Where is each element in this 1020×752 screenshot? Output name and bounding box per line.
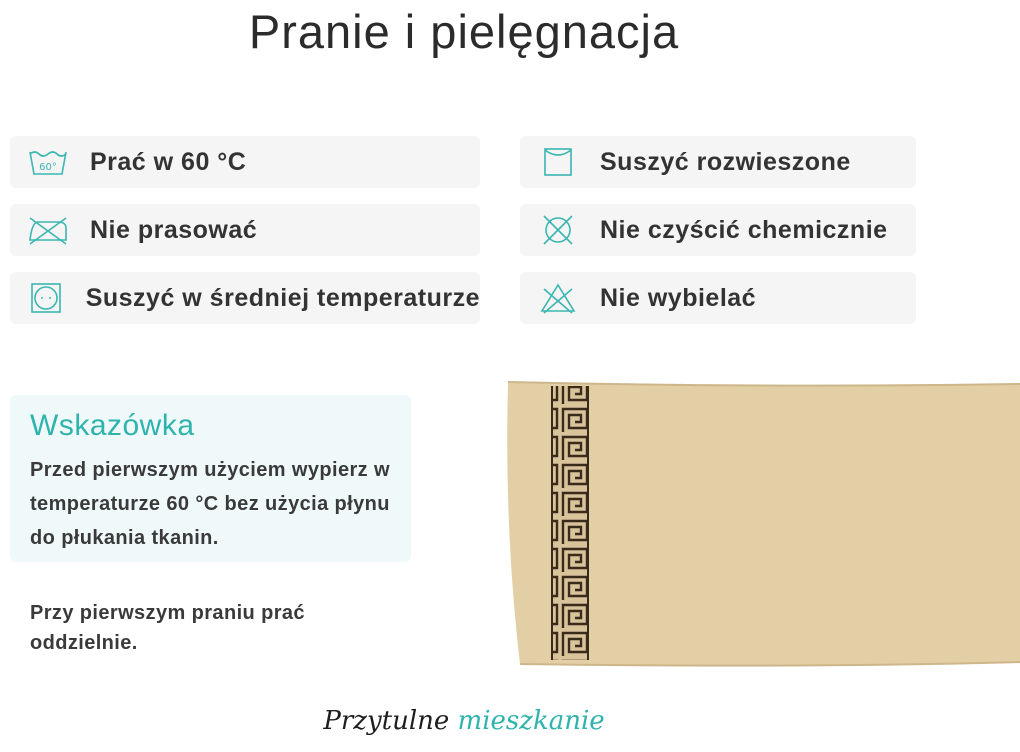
- care-card-no-iron: [10, 204, 480, 256]
- tip-box: [10, 395, 411, 562]
- brand-part1: Przytulne: [323, 706, 450, 736]
- towel-greek-border: [552, 386, 588, 660]
- care-card-no-bleach: [520, 272, 916, 324]
- brand-logo: [0, 706, 928, 736]
- brand-part2: mieszkanie: [457, 706, 605, 736]
- care-card-no-dry-clean: [520, 204, 916, 256]
- care-label-no-bleach: Nie wybielać: [600, 283, 757, 312]
- care-label-no-dry-clean: Nie czyścić chemicznie: [600, 215, 888, 244]
- no-bleach-icon: [536, 280, 580, 316]
- line-dry-icon: [536, 144, 580, 180]
- care-label-no-iron: Nie prasować: [90, 215, 258, 244]
- washing-note: Przy pierwszym praniu prać oddzielnie.: [30, 602, 305, 654]
- care-label-tumble-dry: Suszyć w średniej temperaturze: [85, 283, 480, 312]
- care-card-line-dry: [520, 136, 916, 188]
- tip-body: Przed pierwszym użyciem wypierz w temperaturze 60 °C bez użycia płynu do płukania tkanin.: [30, 459, 390, 549]
- care-card-wash-60: [10, 136, 480, 188]
- towel-image: [500, 378, 1020, 668]
- care-label-wash: Prać w 60 °C: [90, 147, 247, 176]
- page-title: Pranie i pielęgnacja: [248, 5, 680, 58]
- no-iron-icon: [26, 212, 70, 248]
- tumble-dry-medium-icon: [26, 280, 66, 316]
- wash-60-icon: [26, 144, 70, 180]
- care-card-tumble-dry: [10, 272, 480, 324]
- tip-title: Wskazówka: [30, 409, 195, 442]
- wash-60-icon-text: 60°: [39, 162, 57, 173]
- care-label-line-dry: Suszyć rozwieszone: [600, 147, 851, 176]
- no-dry-clean-icon: [536, 212, 580, 248]
